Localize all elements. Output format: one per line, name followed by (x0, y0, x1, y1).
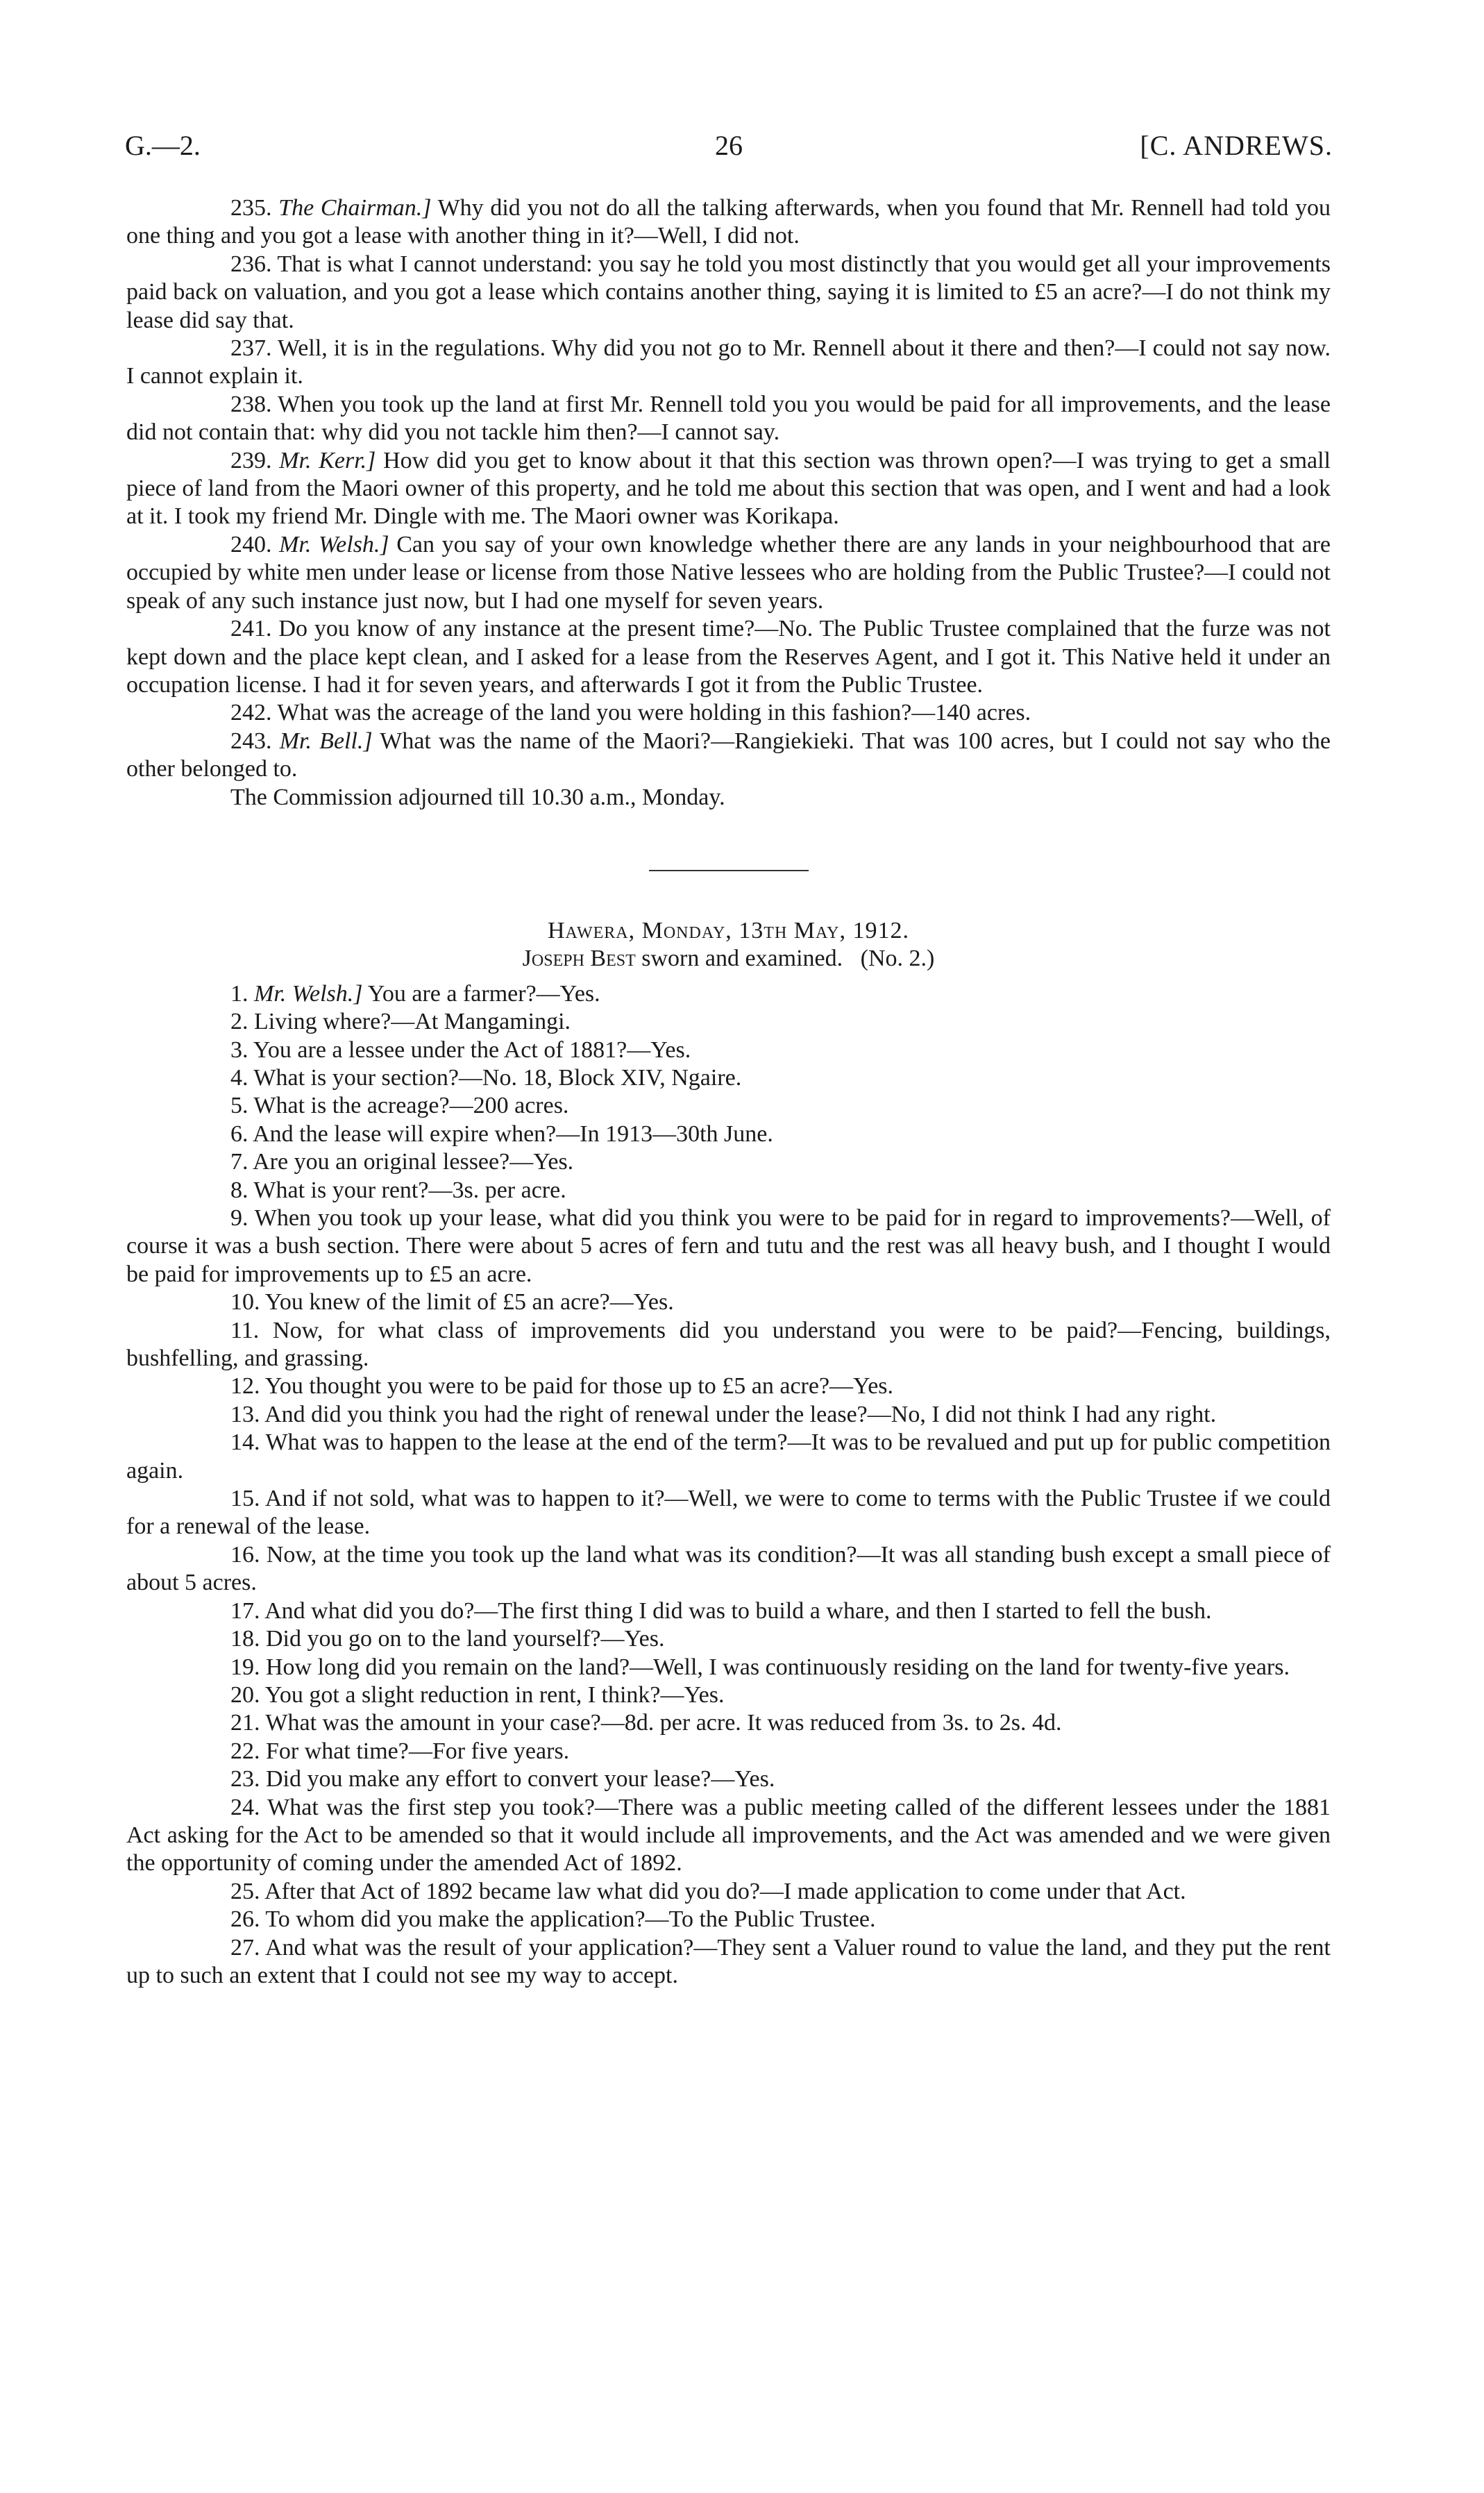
witness-running-head: [C. ANDREWS. (1140, 130, 1333, 161)
question-paragraph (126, 335, 1331, 391)
question-answer-text: What was the name of the Maori?—Rangiekieki. That was 100 acres, but I could not say who the other belonged to. (126, 728, 1331, 782)
question-paragraph (126, 1541, 1331, 1597)
question-answer-text: How long did you remain on the land?—Well, I was continuously residing on the land for twenty-five years. (266, 1654, 1290, 1680)
question-number: 7. (230, 1149, 248, 1175)
question-number: 12. (230, 1373, 260, 1400)
question-paragraph (126, 1738, 1331, 1765)
question-answer-text: What was to happen to the lease at the end of the term?—It was to be revalued and put up for public competition again. (126, 1429, 1331, 1484)
question-number: 235. (230, 195, 272, 221)
question-answer-text: And did you think you had the right of renewal under the lease?—No, I did not think I had any right. (264, 1401, 1217, 1427)
question-answer-text: Now, for what class of improvements did you understand you were to be paid?—Fencing, buildings, bushfelling, and grassing. (126, 1317, 1331, 1372)
question-answer-text: When you took up your lease, what did you think you were to be paid for in regard to improvements?—Well, of course it was a bush section. There were about 5 acres of fern and tutu and the rest was all heavy bush, and I thought I would be paid for improvements up to £5 an acre. (126, 1205, 1331, 1287)
question-number: 243. (230, 728, 272, 754)
question-answer-text: Did you go on to the land yourself?—Yes. (266, 1626, 665, 1652)
question-number: 9. (230, 1205, 248, 1231)
question-number: 2. (230, 1009, 248, 1035)
question-paragraph (126, 1906, 1331, 1933)
section-divider (649, 870, 809, 871)
question-paragraph (126, 1177, 1331, 1204)
question-answer-text: For what time?—For five years. (266, 1738, 570, 1764)
question-paragraph (126, 1008, 1331, 1036)
question-paragraph (126, 1092, 1331, 1120)
question-paragraph (126, 1765, 1331, 1793)
question-answer-text: Can you say of your own knowledge whether there are any lands in your neighbourhood that are occupied by white men under lease or license from those Native lessees who are holding from the Public Trustee?—I could not speak of any such instance just now, but I had one myself for seven years. (126, 531, 1331, 614)
question-answer-text: You knew of the limit of £5 an acre?—Yes. (264, 1289, 674, 1316)
question-number: 22. (230, 1738, 260, 1764)
question-paragraph (126, 1401, 1331, 1429)
question-number: 8. (230, 1177, 248, 1203)
question-number: 25. (230, 1878, 260, 1904)
question-paragraph (126, 1654, 1331, 1681)
question-answer-text: What was the first step you took?—There was a public meeting called of the different lessees under the 1881 Act asking for the Act to be amended so that it would include all improvements, and the Act was amended and we were given the opportunity of coming under the amended Act of 1892. (126, 1794, 1331, 1877)
adjournment-note: The Commission adjourned till 10.30 a.m., Monday. (230, 784, 725, 810)
page-header (125, 129, 1333, 171)
question-number: 23. (230, 1766, 260, 1793)
question-answer-text: To whom did you make the application?—To the Public Trustee. (265, 1906, 876, 1933)
question-answer-text: Living where?—At Mangamingi. (254, 1009, 571, 1035)
question-number: 26. (230, 1906, 260, 1933)
question-answer-text: Well, it is in the regulations. Why did you not go to Mr. Rennell about it there and then?—I could not say now. I cannot explain it. (126, 335, 1331, 389)
question-paragraph (126, 1709, 1331, 1737)
question-paragraph (126, 251, 1331, 335)
question-paragraph (126, 1289, 1331, 1316)
question-paragraph (126, 728, 1331, 784)
witness-name: Joseph Best (522, 946, 636, 972)
question-answer-text: What is your section?—No. 18, Block XIV, Ngaire. (253, 1064, 742, 1091)
question-number: 13. (230, 1401, 260, 1427)
question-paragraph (126, 194, 1331, 251)
question-number: 21. (230, 1710, 260, 1736)
question-answer-text: You thought you were to be paid for those up to £5 an acre?—Yes. (264, 1373, 894, 1400)
question-paragraph (126, 1878, 1331, 1906)
question-paragraph (126, 531, 1331, 615)
question-answer-text: Did you make any effort to convert your lease?—Yes. (266, 1766, 775, 1793)
question-number: 27. (230, 1934, 260, 1961)
question-paragraph (126, 1794, 1331, 1878)
question-answer-text: And the lease will expire when?—In 1913—30th June. (253, 1120, 773, 1147)
question-answer-text: What was the acreage of the land you were holding in this fashion?—140 acres. (277, 700, 1031, 726)
question-answer-text: Are you an original lessee?—Yes. (253, 1149, 574, 1175)
question-answer-text: You are a lessee under the Act of 1881?—Yes. (253, 1036, 691, 1063)
question-number: 237. (230, 335, 272, 362)
page-number: 26 (715, 130, 743, 161)
speaker-name: Mr. Welsh.] (254, 980, 363, 1007)
question-paragraph (126, 1064, 1331, 1092)
speaker-name: Mr. Welsh.] (279, 531, 389, 557)
question-answer-text: What is your rent?—3s. per acre. (253, 1177, 566, 1203)
question-answer-text: And if not sold, what was to happen to it?—Well, we were to come to terms with the Public Trustee if we could for a renewal of the lease. (126, 1486, 1331, 1540)
question-paragraph (126, 1373, 1331, 1400)
question-answer-text: Why did you not do all the talking afterwards, when you found that Mr. Rennell had told you one thing and you got a lease with another thing in it?—Well, I did not. (126, 195, 1331, 249)
question-paragraph (126, 1625, 1331, 1653)
witness-examined: sworn and examined. (No. 2.) (635, 946, 935, 972)
question-number: 1. (230, 980, 248, 1007)
question-number: 11. (230, 1317, 260, 1343)
question-number: 5. (230, 1093, 248, 1119)
question-paragraph (126, 699, 1331, 727)
question-number: 15. (230, 1486, 260, 1512)
question-number: 16. (230, 1541, 260, 1568)
document-reference: G.—2. (125, 130, 201, 161)
question-paragraph (126, 1934, 1331, 1990)
question-number: 240. (230, 531, 272, 557)
question-answer-text: And what was the result of your application?—They sent a Valuer round to value the land, and they put the rent up to such an extent that I could not see my way to accept. (126, 1934, 1331, 1988)
question-answer-text: You got a slight reduction in rent, I think?—Yes. (264, 1681, 725, 1708)
page-body (126, 194, 1331, 1990)
question-paragraph (126, 1120, 1331, 1148)
question-paragraph (126, 1429, 1331, 1485)
question-paragraph (126, 1204, 1331, 1289)
question-paragraph (126, 1317, 1331, 1373)
question-paragraph (126, 980, 1331, 1008)
question-number: 24. (230, 1794, 260, 1820)
question-paragraph (126, 1597, 1331, 1625)
evidence-block-2 (126, 980, 1331, 1990)
speaker-name: The Chairman.] (278, 195, 432, 221)
question-paragraph (126, 447, 1331, 531)
question-paragraph (126, 1681, 1331, 1709)
question-answer-text: Now, at the time you took up the land what was its condition?—It was all standing bush except a small piece of about 5 acres. (126, 1541, 1331, 1596)
question-paragraph (126, 391, 1331, 447)
question-paragraph (126, 1036, 1331, 1064)
question-number: 3. (230, 1036, 248, 1063)
evidence-block-1 (126, 194, 1331, 784)
question-number: 18. (230, 1626, 260, 1652)
question-answer-text: That is what I cannot understand: you say he told you most distinctly that you would get all your improvements paid back on valuation, and you got a lease which contains another thing, saying it is limited to £5 an acre?—I do not think my lease did say that. (126, 251, 1331, 333)
question-paragraph (126, 1148, 1331, 1176)
question-number: 14. (230, 1429, 260, 1456)
question-number: 10. (230, 1289, 260, 1316)
session-heading: Hawera, Monday, 13th May, 1912. (548, 917, 909, 943)
witness-heading (126, 945, 1331, 973)
question-number: 6. (230, 1120, 248, 1147)
question-number: 239. (230, 447, 272, 473)
question-number: 242. (230, 700, 272, 726)
question-answer-text: What is the acreage?—200 acres. (253, 1093, 569, 1119)
question-number: 241. (230, 616, 272, 642)
speaker-name: Mr. Kerr.] (279, 447, 376, 473)
speaker-name: Mr. Bell.] (279, 728, 373, 754)
question-number: 17. (230, 1597, 260, 1624)
question-number: 19. (230, 1654, 260, 1680)
question-paragraph (126, 1485, 1331, 1541)
question-number: 20. (230, 1681, 260, 1708)
question-answer-text: How did you get to know about it that this section was thrown open?—I was trying to get a small piece of land from the Maori owner of this property, and he told me about this section that was open, and I went and had a look at it. I took my friend Mr. Dingle with me. The Maori owner was Korikapa. (126, 447, 1331, 530)
question-number: 238. (230, 391, 272, 417)
question-answer-text: What was the amount in your case?—8d. per acre. It was reduced from 3s. to 2s. 4d. (265, 1710, 1062, 1736)
question-number: 236. (230, 251, 272, 277)
question-paragraph (126, 615, 1331, 699)
question-answer-text: You are a farmer?—Yes. (362, 980, 600, 1007)
question-answer-text: When you took up the land at first Mr. Rennell told you you would be paid for all improvements, and the lease did not contain that: why did you not tackle him then?—I cannot say. (126, 391, 1331, 446)
question-number: 4. (230, 1064, 248, 1091)
question-answer-text: And what did you do?—The first thing I did was to build a whare, and then I started to fell the bush. (264, 1597, 1212, 1624)
question-answer-text: Do you know of any instance at the present time?—No. The Public Trustee complained that the furze was not kept down and the place kept clean, and I asked for a lease from the Reserves Agent, and I got it. This Native held it under an occupation license. I had it for seven years, and afterwards I got it from the Public Trustee. (126, 616, 1331, 698)
question-answer-text: After that Act of 1892 became law what did you do?—I made application to come under that Act. (264, 1878, 1186, 1904)
